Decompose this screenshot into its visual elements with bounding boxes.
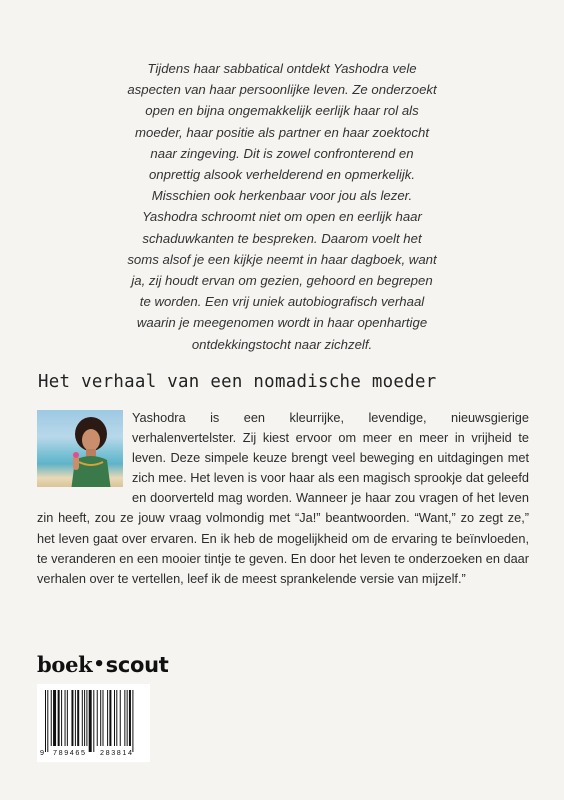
author-portrait-illustration	[67, 416, 113, 487]
isbn-barcode	[37, 684, 150, 762]
author-bio	[37, 408, 529, 589]
barcode-digits-left: 789465	[53, 748, 87, 757]
bio-text: Yashodra is een kleurrijke, levendige, nieuwsgierige verhalenvertelster. Zij kiest ervoor om meer en meer in vrijheid te leven. Deze simpele keuze brengt veel beweging en uitdagingen met zich mee. Het leven is voor haar als een magisch sprookje dat geleefd en doorverteld mag worden. Wanneer je haar zou vragen of het leven zin heeft, zou ze jouw vraag volmondig met “Ja!” beantwoorden. “Want,” zo zegt ze,” het leven gaat over ervaren. En ik heb de mogelijkheid om de ervaring te beïnvloeden, te veranderen en een mooier tintje te geven. En door het leven te onderzoeken en daar verhalen over te vertellen, leef ik de meest sprankelende versie van mijzelf.”	[37, 410, 529, 586]
blurb	[126, 58, 438, 355]
logo-boek: boek	[37, 652, 93, 677]
barcode-digits-right: 283814	[100, 748, 134, 757]
author-photo	[37, 410, 123, 487]
publisher-logo	[37, 652, 169, 677]
subtitle: Het verhaal van een nomadische moeder	[38, 372, 437, 392]
logo-scout: scout	[105, 653, 169, 677]
barcode-digit-first: 9	[40, 748, 44, 757]
blurb-text: Tijdens haar sabbatical ontdekt Yashodra vele aspecten van haar persoonlijke leven. Ze onderzoekt open en bijna ongemakkelijk eerlijk haar rol als moeder, haar positie als partner en haar zoektocht naar zingeving. Dit is zowel confronterend en onprettig alsook verhelderend en opmerkelijk. Misschien ook herkenbaar voor jou als lezer. Yashodra schroomt niet om open en eerlijk haar schaduwkanten te bespreken. Daarom voelt het soms alsof je een kijkje neemt in haar dagboek, want ja, zij houdt ervan om gezien, gehoord en begrepen te worden. Een vrij uniek autobiografisch verhaal waarin je meegenomen wordt in haar openhartige ontdekkingstocht naar zichzelf.	[127, 61, 437, 352]
barcode-bars	[39, 690, 148, 752]
logo-dot: •	[93, 654, 105, 675]
